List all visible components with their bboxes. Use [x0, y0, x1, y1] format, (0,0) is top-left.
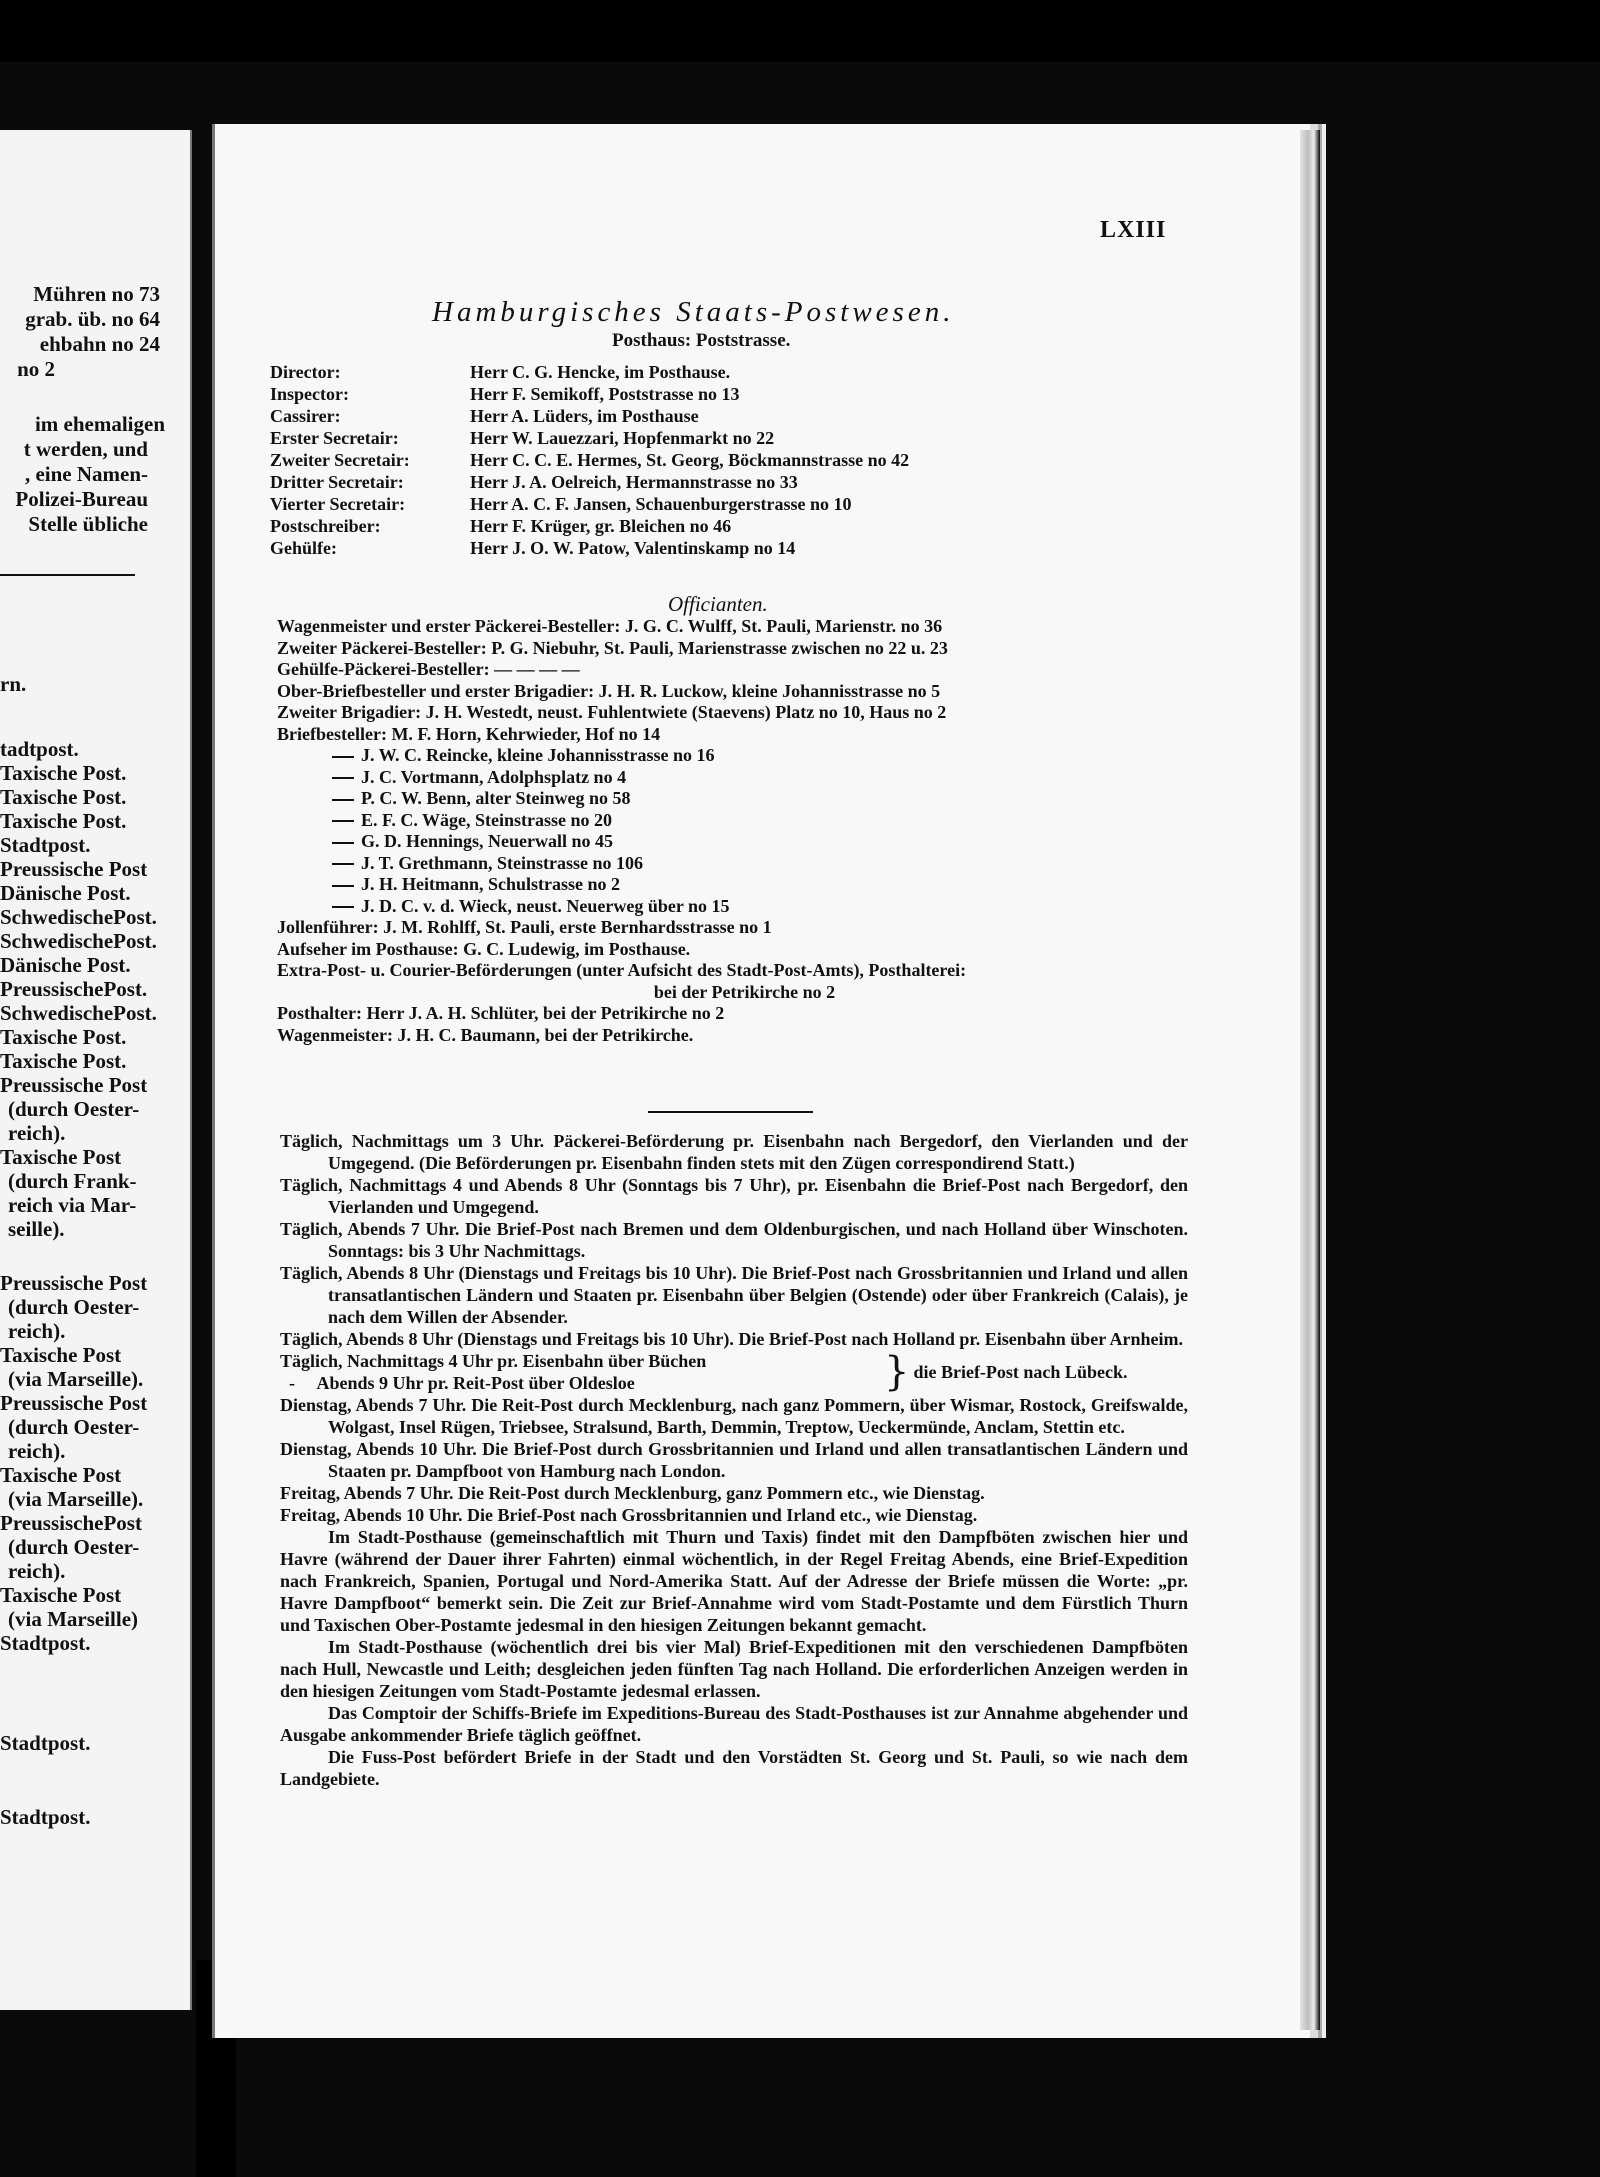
- officiant-line: [277, 810, 1212, 832]
- left-line: (durch Oester-: [8, 1415, 140, 1439]
- left-line: SchwedischePost.: [0, 1001, 157, 1025]
- officiant-name: J. T. Grethmann, Steinstrasse no 106: [361, 852, 644, 873]
- lubeck-departures: [280, 1350, 880, 1394]
- left-line: Taxische Post.: [0, 1049, 127, 1073]
- officianten-list: [277, 616, 1212, 1046]
- officiant-name: J. H. Heitmann, Schulstrasse no 2: [361, 874, 621, 894]
- officiant-line: Extra-Post- u. Courier-Beförderungen (unter Aufsicht des Stadt-Post-Amts), Posthalterei:: [277, 960, 967, 980]
- left-line: (durch Frank-: [8, 1169, 137, 1193]
- staff-role: Gehülfe:: [270, 538, 337, 558]
- left-line: reich).: [8, 1319, 66, 1343]
- page-title: Hamburgisches Staats-Postwesen.: [432, 296, 955, 328]
- schedule-entry: Freitag, Abends 10 Uhr. Die Brief-Post nach Grossbritannien und Irland etc., wie Dienstag.: [280, 1505, 978, 1525]
- officiant-line: Gehülfe-Päckerei-Besteller: — — — —: [277, 659, 580, 679]
- left-line: , eine Namen-: [24, 462, 148, 486]
- officiant-line: Ober-Briefbesteller und erster Brigadier: J. H. R. Luckow, kleine Johannisstrasse no 5: [277, 680, 941, 701]
- schedule-entry: Freitag, Abends 7 Uhr. Die Reit-Post durch Mecklenburg, ganz Pommern etc., wie Dienstag.: [280, 1483, 985, 1503]
- officiant-line: Wagenmeister: J. H. C. Baumann, bei der Petrikirche.: [277, 1024, 694, 1045]
- schedule-entry: Täglich, Nachmittags um 3 Uhr. Päckerei-Beförderung pr. Eisenbahn nach Bergedorf, den Vierlanden und der Umgegend. (Die Beförderungen pr. Eisenbahn finden stets mit den Zügen correspondirend Statt.): [280, 1131, 1188, 1173]
- officiant-name: J. C. Vortmann, Adolphsplatz no 4: [361, 766, 627, 787]
- binding-strip: [0, 0, 1600, 62]
- schedule-entry: Dienstag, Abends 7 Uhr. Die Reit-Post durch Mecklenburg, nach ganz Pommern, über Wismar, Rostock, Greifswalde, Wolgast, Insel Rügen, Triebsee, Stralsund, Barth, Demmin, Treptow, Ueckermünde, Anclam, Stettin etc.: [280, 1395, 1188, 1437]
- page-edges: [1300, 130, 1320, 2030]
- staff-role: Cassirer:: [270, 406, 341, 426]
- left-line: no 2: [17, 357, 55, 381]
- schedule-entry: Täglich, Nachmittags 4 und Abends 8 Uhr (Sonntags bis 7 Uhr), pr. Eisenbahn die Brief-Post nach Bergedorf, den Vierlanden und Umgegend.: [280, 1175, 1188, 1217]
- ditto-mark: [277, 745, 361, 766]
- schedule-entry-lubeck: [280, 1350, 1188, 1394]
- left-line: Mühren no 73: [33, 282, 160, 306]
- left-line: reich).: [8, 1121, 66, 1145]
- staff-person: Herr A. Lüders, im Posthause: [470, 406, 699, 426]
- ditto-mark: [277, 767, 361, 788]
- left-line: Stadtpost.: [0, 1805, 91, 1829]
- schedule-paragraph: Im Stadt-Posthause (gemeinschaftlich mit Thurn und Taxis) findet mit den Dampfböten zwischen hier und Havre (während der Dauer ihrer Fahrten) einmal wöchentlich, in der Regel Freitag Abends, eine Brief-Expedition nach Frankreich, Spanien, Portugal und Nord-Amerika Statt. Auf der Adresse der Briefe müssen die Worte: „pr. Havre Dampfboot“ bemerkt sein. Die Zeit zur Brief-Annahme wird vom Stadt-Postamte und dem Fürstlich Thurn und Taxischen Ober-Postamte jedesmal in den hiesigen Zeitungen bekannt gemacht.: [280, 1527, 1188, 1635]
- schedule-entry: Täglich, Abends 8 Uhr (Dienstags und Freitags bis 10 Uhr). Die Brief-Post nach Holland pr. Eisenbahn über Arnheim.: [280, 1329, 1183, 1349]
- officiant-line: Aufseher im Posthause: G. C. Ludewig, im Posthause.: [277, 938, 691, 959]
- staff-person: Herr J. O. W. Patow, Valentinskamp no 14: [470, 538, 796, 558]
- ditto-mark: [277, 788, 361, 809]
- left-line: Dänische Post.: [0, 953, 131, 977]
- officiant-line: Posthalter: Herr J. A. H. Schlüter, bei der Petrikirche no 2: [277, 1003, 725, 1023]
- staff-role: Postschreiber:: [270, 516, 381, 536]
- left-rule: [0, 574, 135, 576]
- schedule-line: Täglich, Nachmittags 4 Uhr pr. Eisenbahn über Büchen: [280, 1351, 707, 1371]
- ditto-mark: [277, 831, 361, 852]
- officiant-line: [277, 767, 1212, 789]
- left-line: (via Marseille): [8, 1607, 139, 1631]
- left-line: ehbahn no 24: [39, 332, 160, 356]
- left-line: SchwedischePost.: [0, 929, 157, 953]
- officiant-line: bei der Petrikirche no 2: [653, 981, 836, 1002]
- left-line: Taxische Post.: [0, 761, 127, 785]
- section-rule: [648, 1111, 813, 1113]
- ditto-mark: [277, 810, 361, 831]
- officianten-heading: Officianten.: [668, 592, 768, 616]
- schedule-entry: Täglich, Abends 8 Uhr (Dienstags und Freitags bis 10 Uhr). Die Brief-Post nach Grossbritannien und Irland und allen transatlantischen Ländern und Staaten pr. Eisenbahn über Belgien (Ostende) oder über Frankreich (Calais), je nach dem Willen der Absender.: [280, 1263, 1188, 1327]
- brace-glyph: }: [884, 1349, 910, 1395]
- left-line: Stadtpost.: [0, 1731, 91, 1755]
- page-number: LXIII: [1100, 217, 1167, 243]
- schedule-line: - Abends 9 Uhr pr. Reit-Post über Oldesloe: [280, 1373, 635, 1393]
- schedule-entry: Dienstag, Abends 10 Uhr. Die Brief-Post durch Grossbritannien und Irland und allen transatlantischen Ländern und Staaten pr. Dampfboot von Hamburg nach London.: [280, 1439, 1188, 1481]
- left-line: Taxische Post: [0, 1343, 122, 1367]
- left-line: Taxische Post: [0, 1463, 122, 1487]
- left-line: Taxische Post.: [0, 1025, 127, 1049]
- post-schedule: [280, 1130, 1188, 1790]
- officiant-line: [277, 874, 1212, 896]
- left-line: Preussische Post: [0, 857, 148, 881]
- officiant-line: [277, 788, 1212, 810]
- staff-role: Vierter Secretair:: [270, 494, 406, 514]
- officiant-line: Wagenmeister und erster Päckerei-Besteller: J. G. C. Wulff, St. Pauli, Marienstr. no 36: [277, 616, 943, 636]
- schedule-line: die Brief-Post nach Lübeck.: [913, 1362, 1128, 1382]
- officiant-line: Zweiter Päckerei-Besteller: P. G. Niebuhr, St. Pauli, Marienstrasse zwischen no 22 u. 23: [277, 637, 948, 658]
- officiant-line: [277, 853, 1212, 875]
- left-line: reich).: [8, 1559, 66, 1583]
- staff-person: Herr F. Krüger, gr. Bleichen no 46: [470, 516, 732, 536]
- left-line: (via Marseille).: [8, 1487, 144, 1511]
- left-line: rn.: [0, 672, 27, 696]
- officiant-line: Briefbesteller: M. F. Horn, Kehrwieder, Hof no 14: [277, 723, 661, 744]
- left-line: seille).: [8, 1217, 65, 1241]
- left-facing-page: [0, 130, 192, 2010]
- officiant-line: [277, 896, 1212, 918]
- left-line: PreussischePost.: [0, 977, 148, 1001]
- officiant-name: P. C. W. Benn, alter Steinweg no 58: [361, 788, 631, 808]
- left-line: SchwedischePost.: [0, 905, 157, 929]
- left-line: Taxische Post: [0, 1583, 122, 1607]
- posthaus-address: Posthaus: Poststrasse.: [612, 330, 791, 351]
- left-line: Taxische Post.: [0, 785, 127, 809]
- left-line: Polizei-Bureau: [15, 487, 148, 511]
- officiant-line: Zweiter Brigadier: J. H. Westedt, neust. Fuhlentwiete (Staevens) Platz no 10, Haus no 2: [277, 702, 947, 722]
- left-line: Preussische Post: [0, 1271, 148, 1295]
- schedule-paragraph: Die Fuss-Post befördert Briefe in der Stadt und den Vorstädten St. Georg und St. Pauli, so wie nach dem Landgebiete.: [280, 1747, 1188, 1789]
- left-line: Preussische Post: [0, 1391, 148, 1415]
- left-line: reich).: [8, 1439, 66, 1463]
- officiant-line: [277, 745, 1212, 767]
- officiant-name: E. F. C. Wäge, Steinstrasse no 20: [361, 809, 613, 830]
- ditto-mark: [277, 874, 361, 895]
- staff-person: Herr W. Lauezzari, Hopfenmarkt no 22: [470, 428, 775, 448]
- left-line: Stelle übliche: [28, 512, 148, 536]
- staff-person: Herr A. C. F. Jansen, Schauenburgerstrasse no 10: [470, 494, 852, 514]
- left-line: PreussischePost: [0, 1511, 142, 1535]
- left-line: reich via Mar-: [8, 1193, 137, 1217]
- left-line: Preussische Post: [0, 1073, 148, 1097]
- ditto-mark: [277, 896, 361, 917]
- left-line: Dänische Post.: [0, 881, 131, 905]
- left-line: Taxische Post: [0, 1145, 122, 1169]
- left-line: Stadtpost.: [0, 1631, 91, 1655]
- staff-role: Director:: [270, 362, 341, 382]
- staff-person: Herr F. Semikoff, Poststrasse no 13: [470, 384, 740, 404]
- staff-person: Herr J. A. Oelreich, Hermannstrasse no 33: [470, 472, 798, 492]
- left-line: tadtpost.: [0, 737, 79, 761]
- left-line: (durch Oester-: [8, 1535, 140, 1559]
- officiant-name: J. W. C. Reincke, kleine Johannisstrasse no 16: [361, 745, 715, 765]
- officiant-line: [277, 831, 1212, 853]
- left-line: (via Marseille).: [8, 1367, 144, 1391]
- left-line: (durch Oester-: [8, 1097, 140, 1121]
- left-line: (durch Oester-: [8, 1295, 140, 1319]
- schedule-paragraph: Im Stadt-Posthause (wöchentlich drei bis vier Mal) Brief-Expeditionen mit den verschiedenen Dampfböten nach Hull, Newcastle und Leith; desgleichen jeden fünften Tag nach Holland. Die erforderlichen Anzeigen werden in den hiesigen Zeitungen vom Stadt-Postamte jedesmal erlassen.: [280, 1637, 1188, 1701]
- ditto-mark: [277, 853, 361, 874]
- staff-person: Herr C. G. Hencke, im Posthause.: [470, 362, 731, 382]
- schedule-paragraph: Das Comptoir der Schiffs-Briefe im Expeditions-Bureau des Stadt-Posthauses ist zur Annahme abgehender und Ausgabe ankommender Briefe täglich geöffnet.: [280, 1703, 1188, 1745]
- left-line: grab. üb. no 64: [25, 307, 160, 331]
- officiant-name: G. D. Hennings, Neuerwall no 45: [361, 831, 614, 851]
- staff-role: Erster Secretair:: [270, 428, 399, 448]
- left-line: t werden, und: [23, 437, 148, 461]
- left-line: Stadtpost.: [0, 833, 91, 857]
- schedule-entry: Täglich, Abends 7 Uhr. Die Brief-Post nach Bremen und dem Oldenburgischen, und nach Holland über Winschoten. Sonntags: bis 3 Uhr Nachmittags.: [280, 1219, 1188, 1261]
- staff-role: Inspector:: [270, 384, 349, 404]
- officiant-name: J. D. C. v. d. Wieck, neust. Neuerweg über no 15: [361, 895, 730, 916]
- staff-role: Zweiter Secretair:: [270, 450, 410, 470]
- officiant-line: Jollenführer: J. M. Rohlff, St. Pauli, erste Bernhardsstrasse no 1: [277, 917, 772, 937]
- staff-role: Dritter Secretair:: [270, 472, 404, 492]
- staff-person: Herr C. C. E. Hermes, St. Georg, Böckmannstrasse no 42: [470, 450, 910, 470]
- left-line: Taxische Post.: [0, 809, 127, 833]
- left-line: im ehemaligen: [34, 412, 165, 436]
